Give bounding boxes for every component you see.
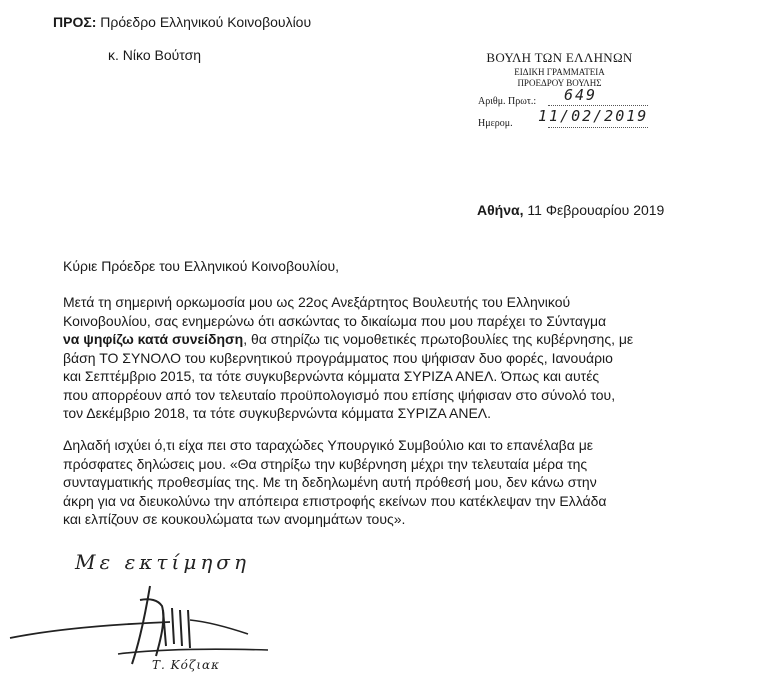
paragraph-line: βάση ΤΟ ΣΥΝΟΛΟ του κυβερνητικού προγράμματος που ψήφισαν δυο φορές, Ιανουάριο	[63, 349, 613, 366]
paragraph-1	[63, 293, 713, 423]
signature-icon	[0, 580, 320, 670]
paragraph-line: Δηλαδή ισχύει ό,τι είχα πει στο ταραχώδες Υπουργικό Συμβούλιο και το επανέλαβα με	[63, 437, 594, 453]
paragraph-line: πρόσφατες δηλώσεις μου. «Θα στηρίξω την κυβέρνηση μέχρι την τελευταία μέρα της	[63, 455, 588, 472]
parliament-stamp	[472, 50, 722, 132]
emphasis-text: να ψηφίζω κατά συνείδηση	[63, 331, 244, 347]
paragraph-line: και Σεπτέμβριο 2015, τα τότε συγκυβερνώντα κόμματα ΣΥΡΙΖΑ ΑΝΕΛ. Όπως και αυτές	[63, 368, 600, 384]
paragraph-line: που απορρέουν από τον τελευταίο προϋπολογισμό που επίσης ψήφισαν στο σύνολό του,	[63, 386, 616, 403]
date-city: Αθήνα,	[477, 202, 524, 218]
paragraph-line: άκρη για να διευκολύνω την απόπειρα επιστροφής εκείνων που κατέκλεψαν την Ελλάδα	[63, 492, 607, 509]
recipient: κ. Νίκο Βούτση	[108, 47, 202, 63]
paragraph-line: Μετά τη σημερινή ορκωμοσία μου ως 22ος Ανεξάρτητος Βουλευτής του Ελληνικού	[63, 294, 571, 310]
salutation: Κύριε Πρόεδρε του Ελληνικού Κοινοβουλίου,	[63, 258, 340, 274]
paragraph-line-rest: , θα στηρίζω τις νομοθετικές πρωτοβουλίες της κυβέρνησης, με	[243, 331, 634, 347]
date-line	[477, 202, 664, 218]
stamp-date-dots	[548, 127, 648, 128]
stamp-dept-line2: ΠΡΟΕΔΡΟΥ ΒΟΥΛΗΣ	[517, 78, 602, 88]
stamp-dept-line1: ΕΙΔΙΚΗ ΓΡΑΜΜΑΤΕΙΑ	[514, 67, 605, 77]
stamp-date-row	[472, 107, 722, 132]
stamp-org: ΒΟΥΛΗ ΤΩΝ ΕΛΛΗΝΩΝ	[486, 50, 633, 65]
protocol-number: 649	[564, 86, 598, 104]
paragraph-line: και ελπίζουν σε κουκουλώματα των ανομημάτων τους».	[63, 511, 406, 527]
date-text: 11 Φεβρουαρίου 2019	[527, 202, 665, 218]
signature-name: Τ. Κόζιακ	[152, 658, 221, 672]
paragraph-line: Κοινοβουλίου, σας ενημερώνω ότι ασκώντας το δικαίωμα που μου παρέχει το Σύνταγμα	[63, 312, 607, 329]
paragraph-line	[63, 330, 713, 349]
paragraph-line: τον Δεκέμβριο 2018, τα τότε συγκυβερνώντα κόμματα ΣΥΡΙΖΑ ΑΝΕΛ.	[63, 405, 492, 421]
to-line	[53, 14, 311, 30]
stamp-date-label: Ημερομ.	[478, 118, 513, 129]
paragraph-line: συνταγματικής προθεσμίας της. Με τη δεδηλωμένη αυτή πρόθεσή μου, δεν κάνω στην	[63, 474, 597, 490]
stamp-date-value: 11/02/2019	[538, 107, 649, 125]
protocol-dots	[548, 105, 648, 106]
paragraph-2	[63, 436, 713, 529]
to-label: ΠΡΟΣ:	[53, 14, 97, 30]
closing-handwritten: Με εκτίμηση	[75, 550, 250, 574]
to-text: Πρόεδρο Ελληνικού Κοινοβουλίου	[100, 14, 312, 30]
protocol-label: Αριθμ. Πρωτ.:	[478, 96, 537, 107]
